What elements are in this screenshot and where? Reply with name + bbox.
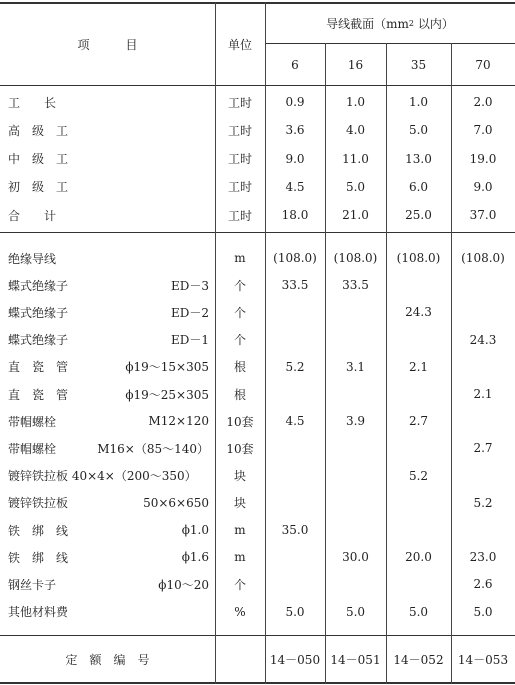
material-name: 蝶式绝缘子 — [8, 305, 69, 320]
material-unit: 个 — [233, 305, 246, 320]
material-value: 2.7 — [473, 441, 493, 456]
material-value: 2.7 — [408, 414, 429, 429]
material-name: 直 瓷 管 — [8, 360, 69, 375]
labor-value: 4.0 — [345, 123, 366, 138]
material-spec: ϕ19～15×305 — [125, 360, 209, 375]
section-title-text: 导线截面（mm — [326, 16, 409, 31]
material-name: 直 瓷 管 — [8, 387, 69, 402]
material-name: 蝶式绝缘子 — [8, 333, 69, 348]
material-value: 3.1 — [345, 359, 366, 374]
material-value: 2.6 — [473, 577, 493, 592]
material-spec: ϕ1.6 — [181, 550, 209, 565]
material-unit: 个 — [233, 333, 246, 348]
labor-name: 合 计 — [8, 208, 57, 223]
header-item: 项 目 — [77, 37, 138, 52]
material-value: 23.0 — [469, 550, 497, 565]
section-title-tail: 以内） — [414, 16, 454, 31]
header-bottom-rule — [0, 85, 515, 86]
labor-name: 工 长 — [8, 95, 57, 110]
material-unit: m — [234, 523, 246, 537]
quota-code: 14－053 — [457, 652, 509, 667]
material-value: 5.0 — [408, 604, 429, 619]
material-spec: ϕ10～20 — [158, 577, 209, 592]
labor-value: 5.0 — [345, 179, 366, 194]
labor-value: 0.9 — [285, 95, 305, 109]
material-unit: 根 — [233, 387, 246, 402]
material-name: 铁 绑 线 — [8, 523, 69, 538]
material-value: 5.0 — [345, 604, 366, 619]
labor-name: 初 级 工 — [8, 180, 69, 195]
labor-value: 18.0 — [281, 208, 309, 223]
labor-value: 6.0 — [408, 179, 429, 194]
labor-name: 中 级 工 — [8, 152, 69, 167]
material-value: 5.0 — [473, 604, 493, 619]
material-value: (108.0) — [396, 251, 441, 265]
material-value: 5.2 — [408, 468, 429, 483]
material-value: (108.0) — [461, 251, 505, 265]
material-value: 35.0 — [281, 523, 309, 537]
material-unit: 10套 — [226, 441, 254, 456]
material-value: 5.2 — [473, 495, 493, 510]
labor-value: 2.0 — [473, 95, 493, 109]
material-unit: 块 — [233, 469, 246, 484]
section-title-sup: 2 — [408, 18, 415, 28]
labor-value: 13.0 — [405, 151, 432, 166]
material-value: 3.9 — [345, 414, 366, 429]
labor-unit: 工时 — [227, 123, 252, 138]
material-unit: 个 — [233, 278, 246, 293]
material-unit: m — [234, 251, 246, 265]
material-value: (108.0) — [273, 251, 317, 265]
materials-section-rule — [0, 635, 515, 636]
header-unit: 单位 — [227, 37, 252, 52]
material-value: 2.1 — [473, 387, 493, 401]
labor-value: 1.0 — [345, 95, 366, 109]
labor-unit: 工时 — [227, 180, 252, 195]
labor-value: 25.0 — [405, 208, 432, 223]
bottom-rule — [0, 682, 515, 684]
material-spec: ϕ1.0 — [181, 523, 209, 537]
top-rule — [0, 2, 515, 4]
material-spec: M12×120 — [148, 414, 209, 429]
material-value: 5.2 — [285, 359, 305, 374]
footer-label: 定 额 编 号 — [65, 652, 150, 667]
quota-code: 14－051 — [330, 652, 381, 667]
labor-value: 4.5 — [285, 179, 305, 194]
material-name: 绝缘导线 — [8, 251, 57, 266]
labor-unit: 工时 — [227, 95, 252, 110]
material-value: 24.3 — [469, 332, 497, 347]
material-name: 带帽螺栓 — [8, 414, 57, 429]
material-name: 镀锌铁拉板 40×4×（200～350） — [8, 469, 197, 484]
material-name: 其他材料费 — [8, 605, 69, 620]
labor-value: 19.0 — [469, 151, 497, 166]
material-value: 2.1 — [408, 359, 429, 374]
material-name: 铁 绑 线 — [8, 550, 69, 565]
material-name: 带帽螺栓 — [8, 441, 57, 456]
header-size-16: 16 — [347, 58, 364, 72]
material-value: 33.5 — [342, 278, 369, 293]
material-value: (108.0) — [333, 251, 378, 265]
labor-value: 3.6 — [285, 123, 305, 138]
material-unit: 10套 — [226, 414, 254, 429]
labor-value: 21.0 — [342, 208, 369, 223]
header-size-70: 70 — [475, 58, 491, 72]
material-value: 20.0 — [405, 550, 432, 565]
material-name: 钢丝卡子 — [8, 577, 57, 592]
size-header-rule — [265, 43, 515, 44]
labor-value: 9.0 — [285, 151, 305, 166]
material-spec: ED－3 — [170, 278, 209, 293]
labor-value: 37.0 — [469, 208, 497, 223]
labor-unit: 工时 — [227, 152, 252, 167]
material-value: 5.0 — [285, 604, 305, 619]
material-unit: % — [234, 604, 246, 619]
material-value: 30.0 — [342, 550, 369, 565]
material-spec: ϕ19～25×305 — [125, 387, 209, 402]
material-name: 蝶式绝缘子 — [8, 278, 69, 293]
material-spec: ED－2 — [170, 305, 209, 320]
material-unit: m — [234, 550, 246, 565]
labor-section-rule — [0, 232, 515, 233]
material-name: 镀锌铁拉板 — [8, 496, 69, 511]
header-size-6: 6 — [291, 58, 299, 72]
labor-value: 11.0 — [342, 151, 369, 166]
material-spec: ED－1 — [170, 333, 209, 348]
labor-name: 高 级 工 — [8, 123, 69, 138]
material-value: 24.3 — [405, 305, 432, 320]
quota-code: 14－050 — [269, 652, 321, 667]
header-section-title — [265, 13, 515, 33]
header-size-35: 35 — [410, 58, 427, 72]
material-unit: 块 — [233, 496, 246, 511]
material-value: 4.5 — [285, 414, 305, 429]
labor-value: 9.0 — [473, 179, 493, 194]
labor-value: 1.0 — [408, 95, 429, 109]
material-value: 33.5 — [281, 278, 309, 293]
labor-value: 5.0 — [408, 123, 429, 138]
material-spec: M16×（85～140） — [97, 441, 209, 456]
material-spec: 50×6×650 — [143, 495, 209, 510]
material-unit: 根 — [233, 360, 246, 375]
labor-unit: 工时 — [227, 208, 252, 223]
labor-value: 7.0 — [473, 123, 493, 138]
quota-code: 14－052 — [393, 652, 444, 667]
material-unit: 个 — [233, 577, 246, 592]
